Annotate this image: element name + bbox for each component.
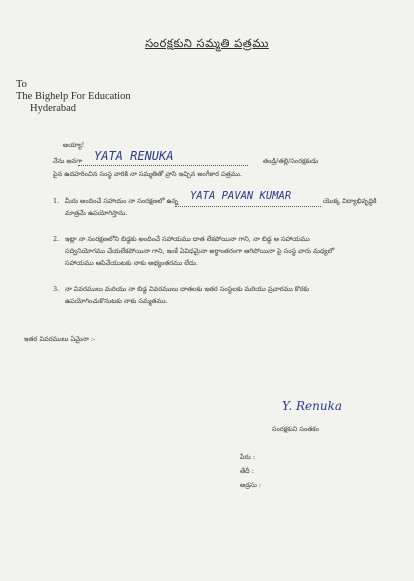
point-2-line1: ఇట్లా నా సంరక్షణలోని బిడ్డకు అందించే సహాయము దాత లేకపోయినా గాని, నా బిడ్డ ఆ సహాయము xyxy=(65,235,310,243)
guardian-name: YATA RENUKA xyxy=(94,149,174,163)
address-organization: The Bighelp For Education xyxy=(16,91,131,102)
signature-label: సంరక్షకుని సంతకం xyxy=(272,425,319,433)
point-2-number: 2. xyxy=(53,235,60,243)
address-to: To xyxy=(16,79,27,90)
point-2-line3: సహాయము ఆపివేయుటకు నాకు అభ్యంతరము లేదు. xyxy=(65,259,198,267)
student-dotted-line xyxy=(175,202,321,207)
intro-prefix: నేను అనగా xyxy=(53,157,83,165)
intro-line2: పైన ఉదహరించిన సంస్థ వారికి నా సమ్మతితో వ్రాసి ఇచ్చిన అంగీకార పత్రము. xyxy=(53,170,243,178)
point-1-text: మీరు అందించే సహాయం నా సంరక్షణలో ఉన్న xyxy=(65,197,179,205)
name-field-label: పేరు : xyxy=(240,453,255,461)
other-details-label: ఇతర వివరములు ఏమైనా :- xyxy=(24,335,96,343)
salutation: అయ్యా! xyxy=(63,141,85,149)
address-city: Hyderabad xyxy=(30,103,77,114)
point-1-line2: మాత్రమే ఉపయోగిస్తాను. xyxy=(65,209,128,217)
point-2-line2: సద్వినియోగము చేయలేకపోయినా గాని, ఇంకే ఏవిధమైనా అర్థాంతరంగా ఆగిపోయినా పై సంస్థ వారు మధ్యలో xyxy=(65,247,335,255)
student-name: YATA PAVAN KUMAR xyxy=(190,190,292,202)
point-1-suffix: యొక్క విద్యాభివృద్ధికి xyxy=(323,197,377,205)
point-3-line1: నా వివరములు మరియు నా బిడ్డ వివరములు దాతలకు ఇతర సంస్థలకు మరియు ప్రచారము కొరకు xyxy=(65,285,310,293)
signature: Y. Renuka xyxy=(282,399,343,413)
point-1-number: 1. xyxy=(53,197,60,205)
intro-suffix: తండ్రి/తల్లి/సంరక్షకుడు xyxy=(263,157,319,165)
date-field-label: తేదీ : xyxy=(240,467,254,475)
point-3-number: 3. xyxy=(53,285,60,293)
document-title: సంరక్షకుని సమ్మతి పత్రము xyxy=(145,36,269,50)
address-field-label: అడ్రసు : xyxy=(240,481,262,489)
point-3-line2: ఉపయోగించుకొనుటకు నాకు సమ్మతము. xyxy=(65,297,168,305)
